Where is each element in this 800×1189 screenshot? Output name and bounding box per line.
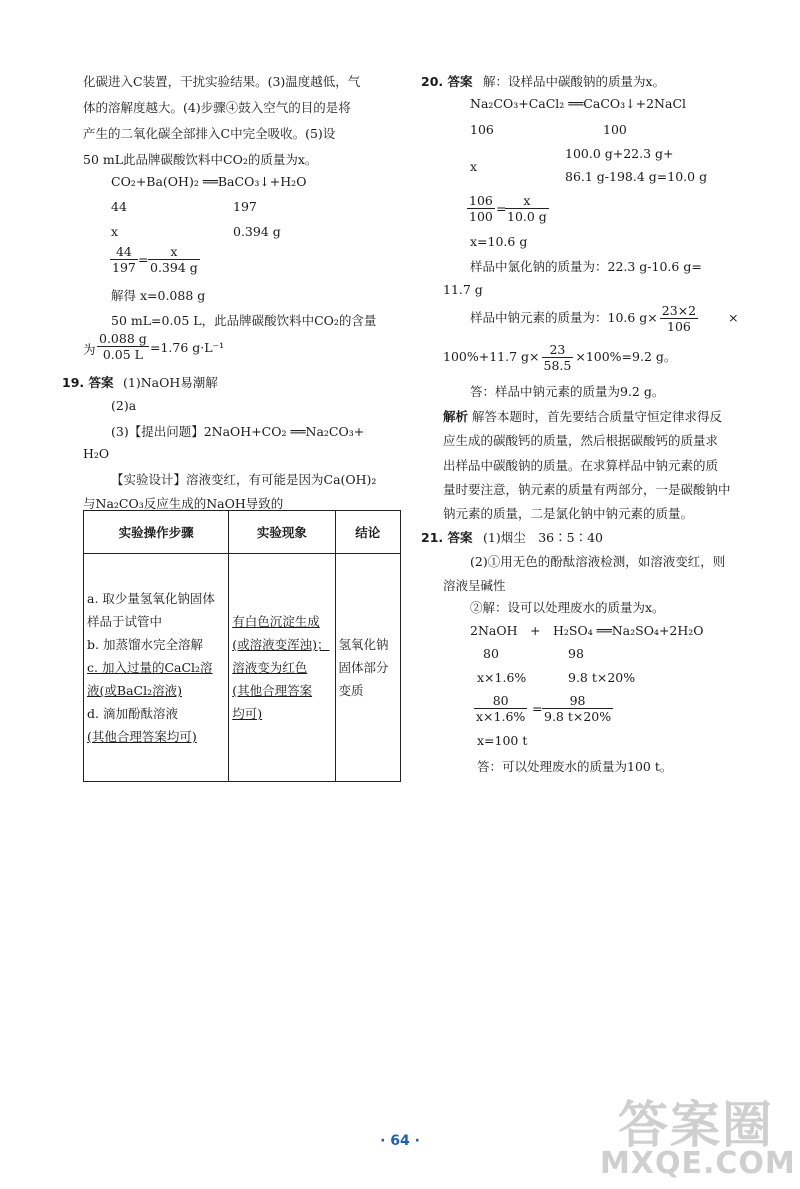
conclusion-cell xyxy=(335,554,400,782)
known-mass: 9.8 t×20% xyxy=(568,670,636,685)
table-header-row xyxy=(84,511,401,554)
analysis-line: 量时要注意，钠元素的质量有两部分，一是碳酸钠中 xyxy=(443,482,731,497)
experiment-table xyxy=(83,510,401,782)
fraction: $\frac{x}{0.394 g}$ xyxy=(150,244,198,275)
calculation-line: 样品中钠元素的质量为：10.6 g× $\frac{23\times 2}{106}$ × xyxy=(470,303,739,334)
answer-line: (3)【提出问题】2NaOH+CO₂ ══Na₂CO₃+ xyxy=(111,424,365,439)
answer-line: (2)a xyxy=(111,398,137,413)
answer-line: 溶液呈碱性 xyxy=(443,578,506,593)
phenomenon-line: (或溶液变浑浊)； xyxy=(232,637,330,652)
analysis-line: 出样品中碳酸钠的质量。在求算样品中钠元素的质 xyxy=(443,458,719,473)
solution-line: 解得 x=0.088 g xyxy=(111,288,206,303)
fraction: $\frac{80}{x\times 1.6\%}$ xyxy=(476,693,526,724)
answer-line: H₂O xyxy=(83,446,110,461)
text-line: 样品中氯化钠的质量为：22.3 g-10.6 g= xyxy=(470,259,702,274)
known-mass: 0.394 g xyxy=(233,224,281,239)
text-line: 产生的二氧化碳全部排入C中完全吸收。(5)设 xyxy=(83,126,336,141)
conclusion-line: 固体部分 xyxy=(338,660,389,675)
steps-cell xyxy=(84,554,229,782)
watermark-url: MXQE.COM xyxy=(600,1146,796,1181)
question-number-19: 19. 答案 xyxy=(62,375,114,390)
molar-mass: 197 xyxy=(233,199,257,214)
fraction: $\frac{x}{10.0 g}$ xyxy=(507,193,547,224)
text-line: =1.76 g·L⁻¹ xyxy=(150,340,225,355)
text-line: 体的溶解度越大。(4)步骤④鼓入空气的目的是将 xyxy=(83,100,351,115)
question-number-20: 20. 答案 xyxy=(421,74,473,89)
equals-sign: = xyxy=(138,252,149,267)
phenomenon-line: 均可) xyxy=(232,706,263,721)
table-header: 实验现象 xyxy=(229,511,335,554)
solution-line: x=10.6 g xyxy=(470,234,528,249)
unknown-mass: x×1.6% xyxy=(477,670,527,685)
table-header: 结论 xyxy=(335,511,400,554)
solution-line: x=100 t xyxy=(477,733,528,748)
answer-line: 答：样品中钠元素的质量为9.2 g。 xyxy=(470,384,665,399)
text-line: 50 mL=0.05 L，此品牌碳酸饮料中CO₂的含量 xyxy=(111,313,377,328)
analysis-line: 应生成的碳酸钙的质量，然后根据碳酸钙的质量求 xyxy=(443,433,719,448)
step-line: b. 加蒸馏水完全溶解 xyxy=(87,637,203,652)
analysis-line: 解析 解答本题时，首先要结合质量守恒定律求得反 xyxy=(443,409,723,424)
fraction: $\frac{23}{58.5}$ xyxy=(543,342,572,373)
chemical-equation: Na₂CO₃+CaCl₂ ══CaCO₃↓+2NaCl xyxy=(470,96,687,111)
phenomenon-line: 有白色沉淀生成 xyxy=(232,614,320,629)
text-line: 为 xyxy=(83,342,96,357)
equals-sign: = xyxy=(496,201,507,216)
molar-mass: 106 xyxy=(470,122,494,137)
fraction: $\frac{23\times 2}{106}$ xyxy=(661,303,697,334)
equals-sign: = xyxy=(532,701,543,716)
analysis-line: 钠元素的质量，二是氯化钠中钠元素的质量。 xyxy=(443,506,694,521)
answer-line: (1)NaOH易潮解 xyxy=(123,375,218,390)
text-line: 11.7 g xyxy=(443,282,483,297)
answer-line: 答：可以处理废水的质量为100 t。 xyxy=(477,759,673,774)
molar-mass: 98 xyxy=(568,646,584,661)
answer-line: (2)①用无色的酚酞溶液检测，如溶液变红，则 xyxy=(470,554,726,569)
step-line: c. 加入过量的CaCl₂溶 xyxy=(87,660,213,675)
page-number: · 64 · xyxy=(380,1133,420,1149)
fraction: $\frac{98}{9.8 t\times 20\%}$ xyxy=(544,693,612,724)
table-header: 实验操作步骤 xyxy=(84,511,229,554)
conclusion-line: 氢氧化钠 xyxy=(338,637,389,652)
answer-line: (1)烟尘 36∶5∶40 xyxy=(483,530,603,545)
molar-mass: 80 xyxy=(483,646,499,661)
chemical-equation: 2NaOH + H₂SO₄ ══Na₂SO₄+2H₂O xyxy=(470,623,704,638)
step-line: 样品于试管中 xyxy=(87,614,163,629)
analysis-label: 解析 xyxy=(443,409,469,424)
answer-line: 解：设样品中碳酸钠的质量为x。 xyxy=(483,74,666,89)
conclusion-line: 变质 xyxy=(338,683,364,698)
calculation-line: 86.1 g-198.4 g=10.0 g xyxy=(565,169,708,184)
step-line: d. 滴加酚酞溶液 xyxy=(87,706,178,721)
unknown-mass: x xyxy=(111,224,119,239)
fraction: $\frac{44}{197}$ xyxy=(112,244,136,275)
unknown-mass: x xyxy=(470,159,478,174)
calculation-line: 100.0 g+22.3 g+ xyxy=(565,146,674,161)
answer-line: 【实验设计】溶液变红，有可能是因为Ca(OH)₂ xyxy=(111,472,377,487)
fraction: $\frac{106}{100}$ xyxy=(469,193,493,224)
table-row xyxy=(84,554,401,782)
question-number-21: 21. 答案 xyxy=(421,530,473,545)
fraction: $\frac{0.088 g}{0.05 L}$ xyxy=(99,331,147,362)
step-line: 液(或BaCl₂溶液) xyxy=(87,683,182,698)
step-line: a. 取少量氢氧化钠固体 xyxy=(87,591,215,606)
molar-mass: 100 xyxy=(603,122,627,137)
text-line: 化碳进入C装置，干扰实验结果。(3)温度越低，气 xyxy=(83,74,361,89)
calculation-line: 100%+11.7 g× $\frac{23}{58.5}$ ×100%=9.2 g。 xyxy=(443,342,677,373)
phenomenon-line: (其他合理答案 xyxy=(232,683,313,698)
answer-line: ②解：设可以处理废水的质量为x。 xyxy=(470,600,665,615)
text-line: 50 mL此品牌碳酸饮料中CO₂的质量为x。 xyxy=(83,152,318,167)
watermark-logo: 答案圈 xyxy=(618,1096,774,1154)
molar-mass: 44 xyxy=(111,199,127,214)
answer-line: 与Na₂CO₃反应生成的NaOH导致的 xyxy=(83,496,284,511)
chemical-equation: CO₂+Ba(OH)₂ ══BaCO₃↓+H₂O xyxy=(111,174,307,189)
phenomenon-line: 溶液变为红色 xyxy=(232,660,308,675)
step-line: (其他合理答案均可) xyxy=(87,729,197,744)
phenomena-cell xyxy=(229,554,335,782)
